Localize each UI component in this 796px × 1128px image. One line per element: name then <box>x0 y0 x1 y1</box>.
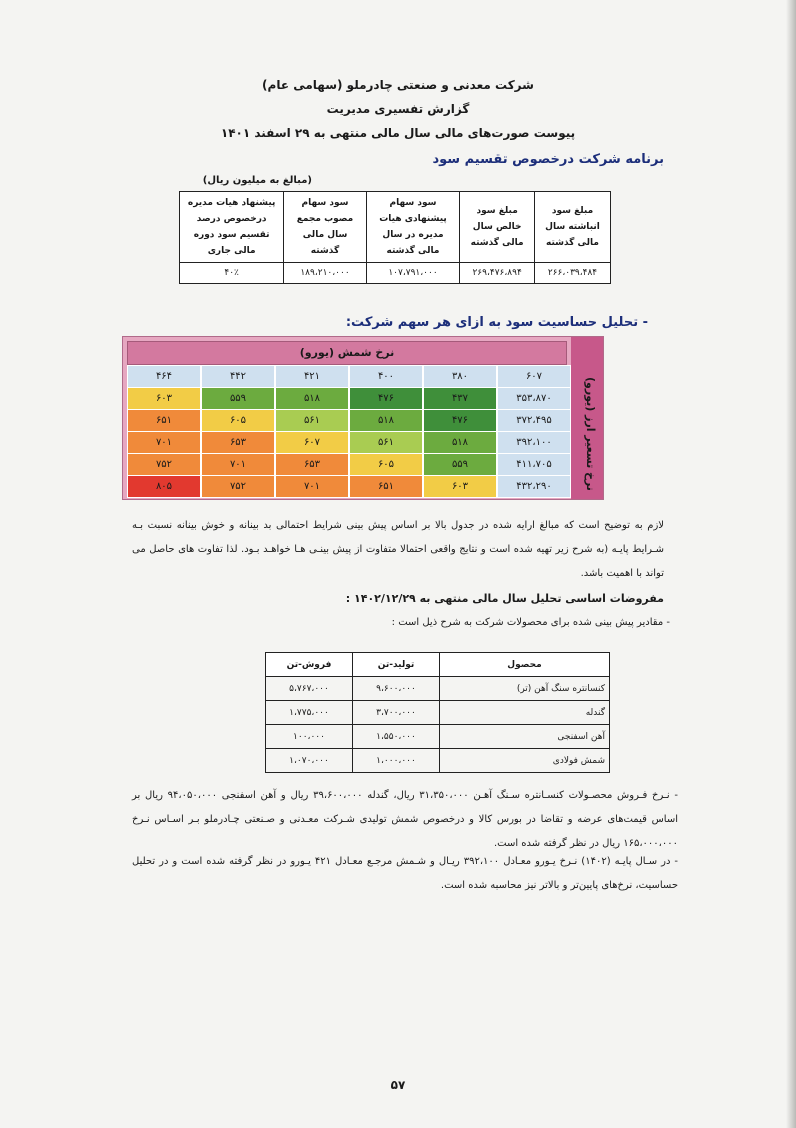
sensitivity-cell: ۶۰۳ <box>423 475 497 498</box>
assumptions-intro: - مقادیر پیش بینی شده برای محصولات شرکت به شرح ذیل است : <box>391 617 670 628</box>
sensitivity-row <box>127 453 571 475</box>
sensitivity-col-header: نرخ شمش (یورو) <box>127 341 567 365</box>
products-header-product: محصول <box>440 653 610 677</box>
sensitivity-row <box>127 387 571 409</box>
sensitivity-rate-label: ۴۱۱،۷۰۵ <box>497 453 571 476</box>
base-rate-paragraph: - در سـال پایـه (۱۴۰۲) نـرخ یـورو معـادل ۳۹۲،۱۰۰ ریـال و شـمش مرجـع معـادل ۴۲۱ یـورو در نظر گرفته شده است و در تحلیل حساسیت، نرخ‌های پایین‌تر و بالاتر نیز محاسبه شده است. <box>132 856 679 891</box>
sensitivity-cell: ۵۱۸ <box>275 387 349 410</box>
product-sales: ۱،۰۷۰،۰۰۰ <box>266 749 353 773</box>
sensitivity-cell: ۶۵۱ <box>127 409 201 432</box>
report-title: گزارش تفسیری مدیریت <box>326 102 470 116</box>
sensitivity-row <box>127 475 571 497</box>
dividend-col-header: سود سهام پیشنهادی هیات مدیره در سال مالی گذشته <box>366 192 460 263</box>
sensitivity-cell: ۷۰۱ <box>127 431 201 454</box>
dividend-value: ۴۰٪ <box>180 263 284 284</box>
sensitivity-cell: ۵۱۸ <box>423 431 497 454</box>
sensitivity-col-label: ۴۲۱ <box>275 365 349 388</box>
table-row <box>266 725 610 749</box>
products-table <box>265 652 610 773</box>
report-appendix: پیوست صورت‌های مالی سال مالی منتهی به ۲۹ اسفند ۱۴۰۱ <box>220 126 576 140</box>
sensitivity-row <box>127 431 571 453</box>
sensitivity-cell: ۶۰۵ <box>349 453 423 476</box>
sensitivity-cell: ۶۵۳ <box>275 453 349 476</box>
product-name: کنسانتره سنگ آهن (تر) <box>440 677 610 701</box>
sensitivity-cell: ۷۰۱ <box>275 475 349 498</box>
sensitivity-cell: ۸۰۵ <box>127 475 201 498</box>
product-production: ۹،۶۰۰،۰۰۰ <box>353 677 440 701</box>
sensitivity-cell: ۷۰۱ <box>201 453 275 476</box>
sensitivity-cell: ۴۷۶ <box>423 409 497 432</box>
sensitivity-title: - تحلیل حساسیت سود به ازای هر سهم شرکت: <box>345 315 648 330</box>
sensitivity-grid <box>127 365 571 497</box>
sensitivity-cell: ۵۶۱ <box>275 409 349 432</box>
sensitivity-row <box>127 409 571 431</box>
sensitivity-rate-label: ۴۳۲،۲۹۰ <box>497 475 571 498</box>
sensitivity-cell: ۷۵۲ <box>201 475 275 498</box>
sensitivity-col-label: ۴۰۰ <box>349 365 423 388</box>
company-name: شرکت معدنی و صنعتی چادرملو (سهامی عام) <box>262 78 534 92</box>
sensitivity-cell: ۷۵۲ <box>127 453 201 476</box>
table-row <box>266 701 610 725</box>
sensitivity-cell: ۵۵۹ <box>423 453 497 476</box>
sensitivity-cell: ۴۳۷ <box>423 387 497 410</box>
sensitivity-cell: ۵۱۸ <box>349 409 423 432</box>
products-header-production: تولید-تن <box>353 653 440 677</box>
sensitivity-cell: ۶۰۵ <box>201 409 275 432</box>
dividend-section-title: برنامه شرکت درخصوص تقسیم سود <box>432 152 664 167</box>
page-number: ۵۷ <box>390 1078 406 1092</box>
dividend-value: ۲۶۹،۴۷۶،۸۹۴ <box>460 263 535 284</box>
sensitivity-rate-label: ۳۵۳،۸۷۰ <box>497 387 571 410</box>
sensitivity-header-row <box>127 365 571 387</box>
sensitivity-cell: ۶۰۷ <box>275 431 349 454</box>
price-assumption-paragraph: - نـرخ فـروش محصـولات کنسـانتره سـنگ آهـن ۳۱،۳۵۰،۰۰۰ ریال، گندله ۳۹،۶۰۰،۰۰۰ ریال و آهن اسفنجی ۹۴،۰۵۰،۰۰۰ ریال بر اساس قیمت‌های عرضه و تقاضا در بورس کالا و درخصوص شمش تولیدی شـرکت معـدنی و صـنعتی چـادرملو بـر اسـاس نـرخ ۱۶۵،۰۰۰،۰۰۰ ریال در نظر گرفته شده است. <box>132 790 679 849</box>
sensitivity-cell: ۵۵۹ <box>201 387 275 410</box>
dividend-col-header: پیشنهاد هیات مدیره درخصوص درصد تقسیم سود دوره مالی جاری <box>180 192 284 263</box>
product-production: ۱،۵۵۰،۰۰۰ <box>353 725 440 749</box>
sensitivity-table <box>122 336 604 500</box>
sensitivity-cell: ۶۵۳ <box>201 431 275 454</box>
dividend-col-header: مبلغ سود خالص سال مالی گذشته <box>460 192 535 263</box>
table-row <box>266 749 610 773</box>
product-name: شمش فولادی <box>440 749 610 773</box>
product-name: آهن اسفنجی <box>440 725 610 749</box>
products-header-sales: فروش-تن <box>266 653 353 677</box>
sensitivity-cell: ۶۰۳ <box>127 387 201 410</box>
sensitivity-col-label: ۴۴۲ <box>201 365 275 388</box>
product-production: ۱،۰۰۰،۰۰۰ <box>353 749 440 773</box>
sensitivity-rate-label: ۳۹۲،۱۰۰ <box>497 431 571 454</box>
sensitivity-cell: ۶۵۱ <box>349 475 423 498</box>
product-sales: ۵،۷۶۷،۰۰۰ <box>266 677 353 701</box>
sensitivity-cell: ۵۶۱ <box>349 431 423 454</box>
table-row <box>266 677 610 701</box>
note-paragraph: لازم به توضیح است که مبالغ ارایه شده در جدول بالا بر اساس پیش بینی شرایط احتمالی بد بینانه و خوش بینانه نسبت بـه شـرایط پایـه (به شرح زیر تهیه شده است و نتایج واقعی احتمالا متفاوت از پیش بینـی هـا خواهـد بـود. لذا تفاوت های حاصل می تواند با اهمیت باشد. <box>132 520 664 579</box>
scan-edge <box>786 0 796 1128</box>
sensitivity-row-header: نرخ تسعیر ارز (یورو) <box>584 377 597 491</box>
sensitivity-col-label: ۳۸۰ <box>423 365 497 388</box>
dividend-col-header: مبلغ سود انباشته سال مالی گذشته <box>535 192 611 263</box>
assumptions-title: مفروضات اساسی تحلیل سال مالی منتهی به ۱۴۰۲/۱۲/۲۹ : <box>345 592 664 605</box>
sensitivity-row-header-band <box>571 337 603 499</box>
sensitivity-rate-label: ۳۷۲،۴۹۵ <box>497 409 571 432</box>
product-sales: ۱،۷۷۵،۰۰۰ <box>266 701 353 725</box>
sensitivity-cell: ۴۷۶ <box>349 387 423 410</box>
dividend-table <box>179 191 611 284</box>
sensitivity-col-label: ۴۶۴ <box>127 365 201 388</box>
dividend-unit: (مبالغ به میلیون ریال) <box>202 175 312 186</box>
product-production: ۳،۷۰۰،۰۰۰ <box>353 701 440 725</box>
dividend-value: ۲۶۶،۰۳۹،۴۸۴ <box>535 263 611 284</box>
dividend-col-header: سود سهام مصوب مجمع سال مالی گذشته <box>284 192 366 263</box>
sensitivity-corner-cell: ۶۰۷ <box>497 365 571 388</box>
product-sales: ۱۰۰،۰۰۰ <box>266 725 353 749</box>
product-name: گندله <box>440 701 610 725</box>
dividend-value: ۱۸۹،۲۱۰،۰۰۰ <box>284 263 366 284</box>
dividend-value: ۱۰۷،۷۹۱،۰۰۰ <box>366 263 460 284</box>
